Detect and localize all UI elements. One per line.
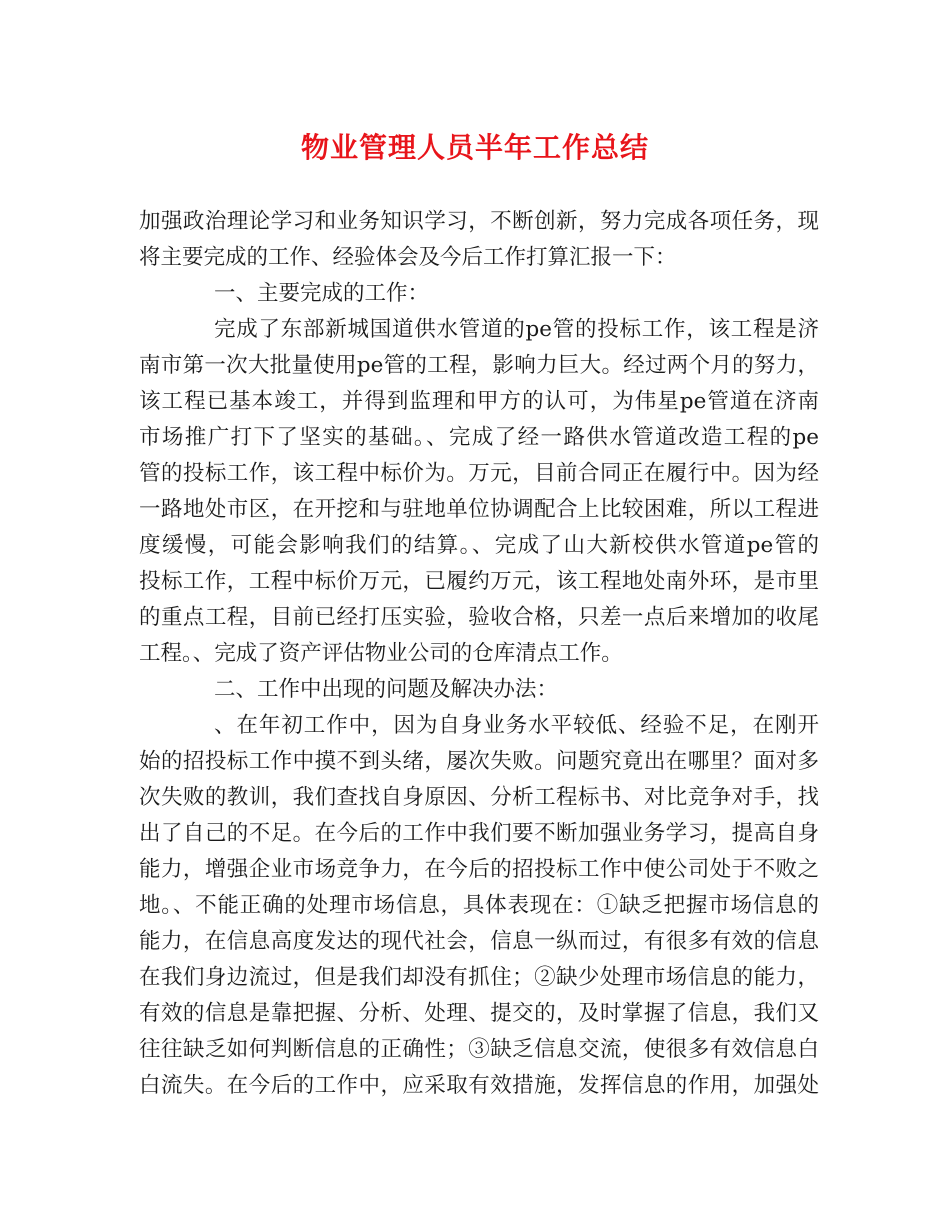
paragraph-line: 在我们身边流过，但是我们却没有抓住；②缺少处理市场信息的能力， bbox=[139, 965, 819, 990]
paragraph-line: 的重点工程，目前已经打压实验，验收合格，只差一点后来增加的收尾 bbox=[139, 605, 819, 630]
paragraph-line: 将主要完成的工作、经验体会及今后工作打算汇报一下： bbox=[139, 245, 677, 270]
paragraph-line: 白流失。在今后的工作中，应采取有效措施，发挥信息的作用，加强处 bbox=[139, 1073, 819, 1098]
paragraph-line: 完成了东部新城国道供水管道的pe管的投标工作，该工程是济 bbox=[214, 317, 819, 342]
paragraph-line: 投标工作，工程中标价万元，已履约万元，该工程地处南外环，是市里 bbox=[139, 569, 819, 594]
paragraph-line: 南市第一次大批量使用pe管的工程，影响力巨大。经过两个月的努力， bbox=[139, 353, 819, 378]
paragraph-line: 次失败的教训，我们查找自身原因、分析工程标书、对比竞争对手，找 bbox=[139, 785, 819, 810]
paragraph-line: 该工程已基本竣工，并得到监理和甲方的认可，为伟星pe管道在济南 bbox=[139, 389, 819, 414]
paragraph-line: 市场推广打下了坚实的基础。、完成了经一路供水管道改造工程的pe bbox=[139, 425, 819, 450]
paragraph-line: 有效的信息是靠把握、分析、处理、提交的，及时掌握了信息，我们又 bbox=[139, 1001, 819, 1026]
paragraph-line: 能力，增强企业市场竞争力，在今后的招投标工作中使公司处于不败之 bbox=[139, 857, 819, 882]
paragraph-line: 度缓慢，可能会影响我们的结算。、完成了山大新校供水管道pe管的 bbox=[139, 533, 819, 558]
section-heading: 二、工作中出现的问题及解决办法： bbox=[214, 677, 559, 702]
paragraph-line: 管的投标工作，该工程中标价为。万元，目前合同正在履行中。因为经 bbox=[139, 461, 819, 486]
paragraph-line: 往往缺乏如何判断信息的正确性；③缺乏信息交流，使很多有效信息白 bbox=[139, 1037, 819, 1062]
paragraph-line: 始的招投标工作中摸不到头绪，屡次失败。问题究竟出在哪里？面对多 bbox=[139, 749, 819, 774]
paragraph-line: 加强政治理论学习和业务知识学习，不断创新，努力完成各项任务，现 bbox=[139, 209, 819, 234]
paragraph-line: 一路地处市区，在开挖和与驻地单位协调配合上比较困难，所以工程进 bbox=[139, 497, 819, 522]
paragraph-line: 工程。、完成了资产评估物业公司的仓库清点工作。 bbox=[139, 641, 623, 666]
paragraph-line: 地。、不能正确的处理市场信息，具体表现在：①缺乏把握市场信息的 bbox=[139, 893, 819, 918]
paragraph-line: 出了自己的不足。在今后的工作中我们要不断加强业务学习，提高自身 bbox=[139, 821, 819, 846]
section-heading: 一、主要完成的工作： bbox=[214, 281, 430, 306]
paragraph-line: 能力，在信息高度发达的现代社会，信息一纵而过，有很多有效的信息 bbox=[139, 929, 819, 954]
paragraph-line: 、在年初工作中，因为自身业务水平较低、经验不足，在刚开 bbox=[214, 713, 819, 738]
document-title: 物业管理人员半年工作总结 bbox=[300, 131, 649, 164]
